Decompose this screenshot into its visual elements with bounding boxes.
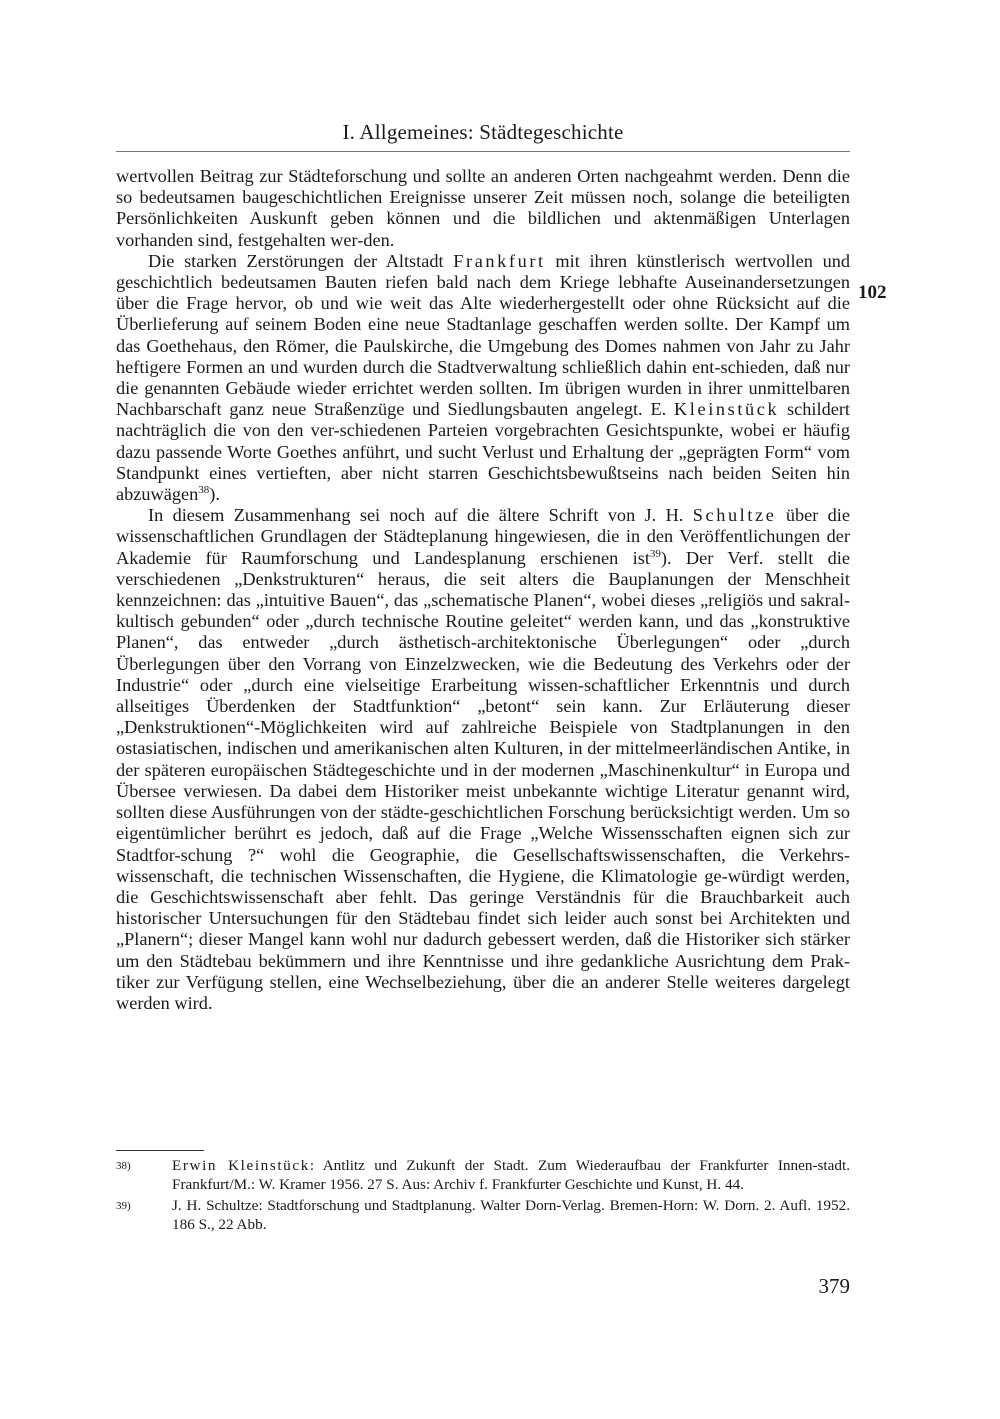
spaced-name-frankfurt: Frankfurt bbox=[453, 250, 546, 271]
paragraph-2 bbox=[116, 251, 850, 505]
footnote-author: Erwin Kleinstück bbox=[172, 1157, 310, 1174]
footnote-ref-39[interactable]: 39 bbox=[649, 547, 661, 560]
footnote-text: : Antlitz und Zukunft der Stadt. Zum Wiederaufbau der Frankfurter Innen-stadt. Frankfurt/M.: W. Kramer 1956. 27 S. Aus: Archiv f. Frankfurter Geschichte und Kunst, H. 44. bbox=[172, 1157, 850, 1193]
footnote-number: 39) bbox=[116, 1200, 131, 1213]
paragraph-2-text: ). bbox=[209, 484, 220, 505]
header-rule bbox=[116, 151, 850, 152]
paragraph-2-text: Die starken Zerstörungen der Altstadt bbox=[148, 250, 454, 271]
footnote-rule bbox=[116, 1150, 204, 1151]
footnote-ref-38[interactable]: 38 bbox=[198, 483, 210, 496]
spaced-name-kleinstueck: Kleinstück bbox=[674, 399, 780, 420]
footnote-number: 38) bbox=[116, 1160, 131, 1172]
paragraph-1: wertvollen Beitrag zur Städteforschung und sollte an anderen Orten nachgeahmt werden. Denn die so bedeutsamen baugeschichtlichen Ereignisse unserer Zeit müssen noch, solange die beteiligten Persönlichkeiten Auskunft geben können und die bildlichen und aktenmäßigen Unterlagen vorhanden sind, festgehalten wer-den. bbox=[116, 166, 850, 250]
running-header: I. Allgemeines: Städtegeschichte bbox=[342, 120, 624, 144]
paragraph-3-text: über die wissenschaftlichen Grundlagen der Städteplanung hingewiesen, die in den Veröffentlichungen der Akademie für Raumforschung und Landesplanung erschienen ist bbox=[116, 505, 850, 568]
footnote-author: J. H. Schultze bbox=[172, 1197, 259, 1215]
paragraph-3-text: ). Der Verf. stellt die verschiedenen „Denkstrukturen“ heraus, die seit alters die Bauplanungen der Menschheit kennzeichnen: das „intuitive Bauen“, das „schematische Planen“, wobei dieses „religiös und sakral-kultisch gebunden“ oder „durch technische Routine geleitet“ werden kann, und das „konstruktive Planen“, das entweder „durch ästhetisch-architektonische Überlegungen“ oder „durch Überlegungen über den Vorrang von Einzelzwecken, wie die Bedeutung des Verkehrs oder der Industrie“ oder „durch eine vielseitige Erarbeitung wissen-schaftlicher Erkenntnis und durch allseitiges Überdenken der Stadtfunktion“ „betont“ sein kann. Zur Erläuterung dieser „Denkstruktionen“-Möglichkeiten wird auf zahlreiche Beispiele von Stadtplanungen in den ostasiatischen, indischen und amerikanischen alten Kulturen, in der mittelmeerländischen Antike, in der späteren europäischen Städtegeschichte und in der modernen „Maschinenkultur“ in Europa und Übersee verwiesen. Da dabei dem Historiker meist unbekannte wichtige Literatur genannt wird, sollten diese Ausführungen von der städte-geschichtlichen Forschung berücksichtigt werden. Um so eigentümlicher berührt es jedoch, daß auf die Frage „Welche Wissensschaften eignen sich zur Stadtfor-schung ?“ wohl die Geographie, die Gesellschaftswissenschaften, die Verkehrs-wissenschaft, die technischen Wissenschaften, die Hygiene, die Klimatologie ge-würdigt werden, die Geschichtswissenschaft aber fehlt. Das geringe Verständnis für die Brauchbarkeit auch historischer Untersuchungen für den Städtebau findet sich leider auch sonst bei Architekten und „Planern“; dieser Mangel kann wohl nur dadurch gebessert werden, daß die Historiker sich stärker um den Städtebau bekümmern und ihre Kenntnisse und ihre gedankliche Ausrichtung dem Prak-tiker zur Verfügung stellen, eine Wechselbeziehung, über die an anderer Stelle weiteres dargelegt werden wird. bbox=[116, 547, 850, 1013]
footnote-text: : Stadtforschung und Stadtplanung. Walter Dorn-Verlag. Bremen-Horn: W. Dorn. 2. Aufl. 1952. 186 S., 22 Abb. bbox=[172, 1197, 850, 1233]
footnote-39 bbox=[116, 1197, 850, 1234]
paragraph-2-text: schildert nachträglich die von den ver-schiedenen Parteien vorgebrachten Gesichtspunkte, wobei er häufig dazu passende Worte Goethes anführt, und sucht Verlust und Erhaltung der „geprägten Form“ vom Standpunkt eines vertieften, aber nicht starren Geschichtsbewußtseins nach beiden Seiten hin abzuwägen bbox=[116, 399, 850, 505]
spaced-name-schultze: Schultze bbox=[692, 505, 777, 526]
page-number: 379 bbox=[818, 1274, 850, 1298]
paragraph-3-text: In diesem Zusammenhang sei noch auf die ältere Schrift von J. H. bbox=[148, 505, 693, 526]
main-text bbox=[116, 166, 850, 1014]
footnote-38 bbox=[116, 1157, 850, 1194]
margin-number: 102 bbox=[858, 282, 887, 303]
paragraph-2-text: mit ihren künstlerisch wertvollen und geschichtlich bedeutsamen Bauten riefen bald nach dem Kriege lebhafte Auseinandersetzungen über die Frage hervor, ob und wie weit das Alte wiederhergestellt oder ohne Rücksicht auf die Überlieferung auf seinem Boden eine neue Stadtanlage geschaffen werden sollte. Der Kampf um das Goethehaus, den Römer, die Paulskirche, die Umgebung des Domes nahmen von Jahr zu Jahr heftigere Formen an und wurden durch die Stadtverwaltung schließlich dahin ent-schieden, daß nur die genannten Gebäude wieder errichtet werden sollten. Im übrigen wurden in ihrer unmittelbaren Nachbarschaft ganz neue Straßenzüge und Siedlungsbauten angelegt. E. bbox=[116, 250, 850, 420]
footnotes bbox=[116, 1157, 850, 1237]
paragraph-3 bbox=[116, 505, 850, 1014]
